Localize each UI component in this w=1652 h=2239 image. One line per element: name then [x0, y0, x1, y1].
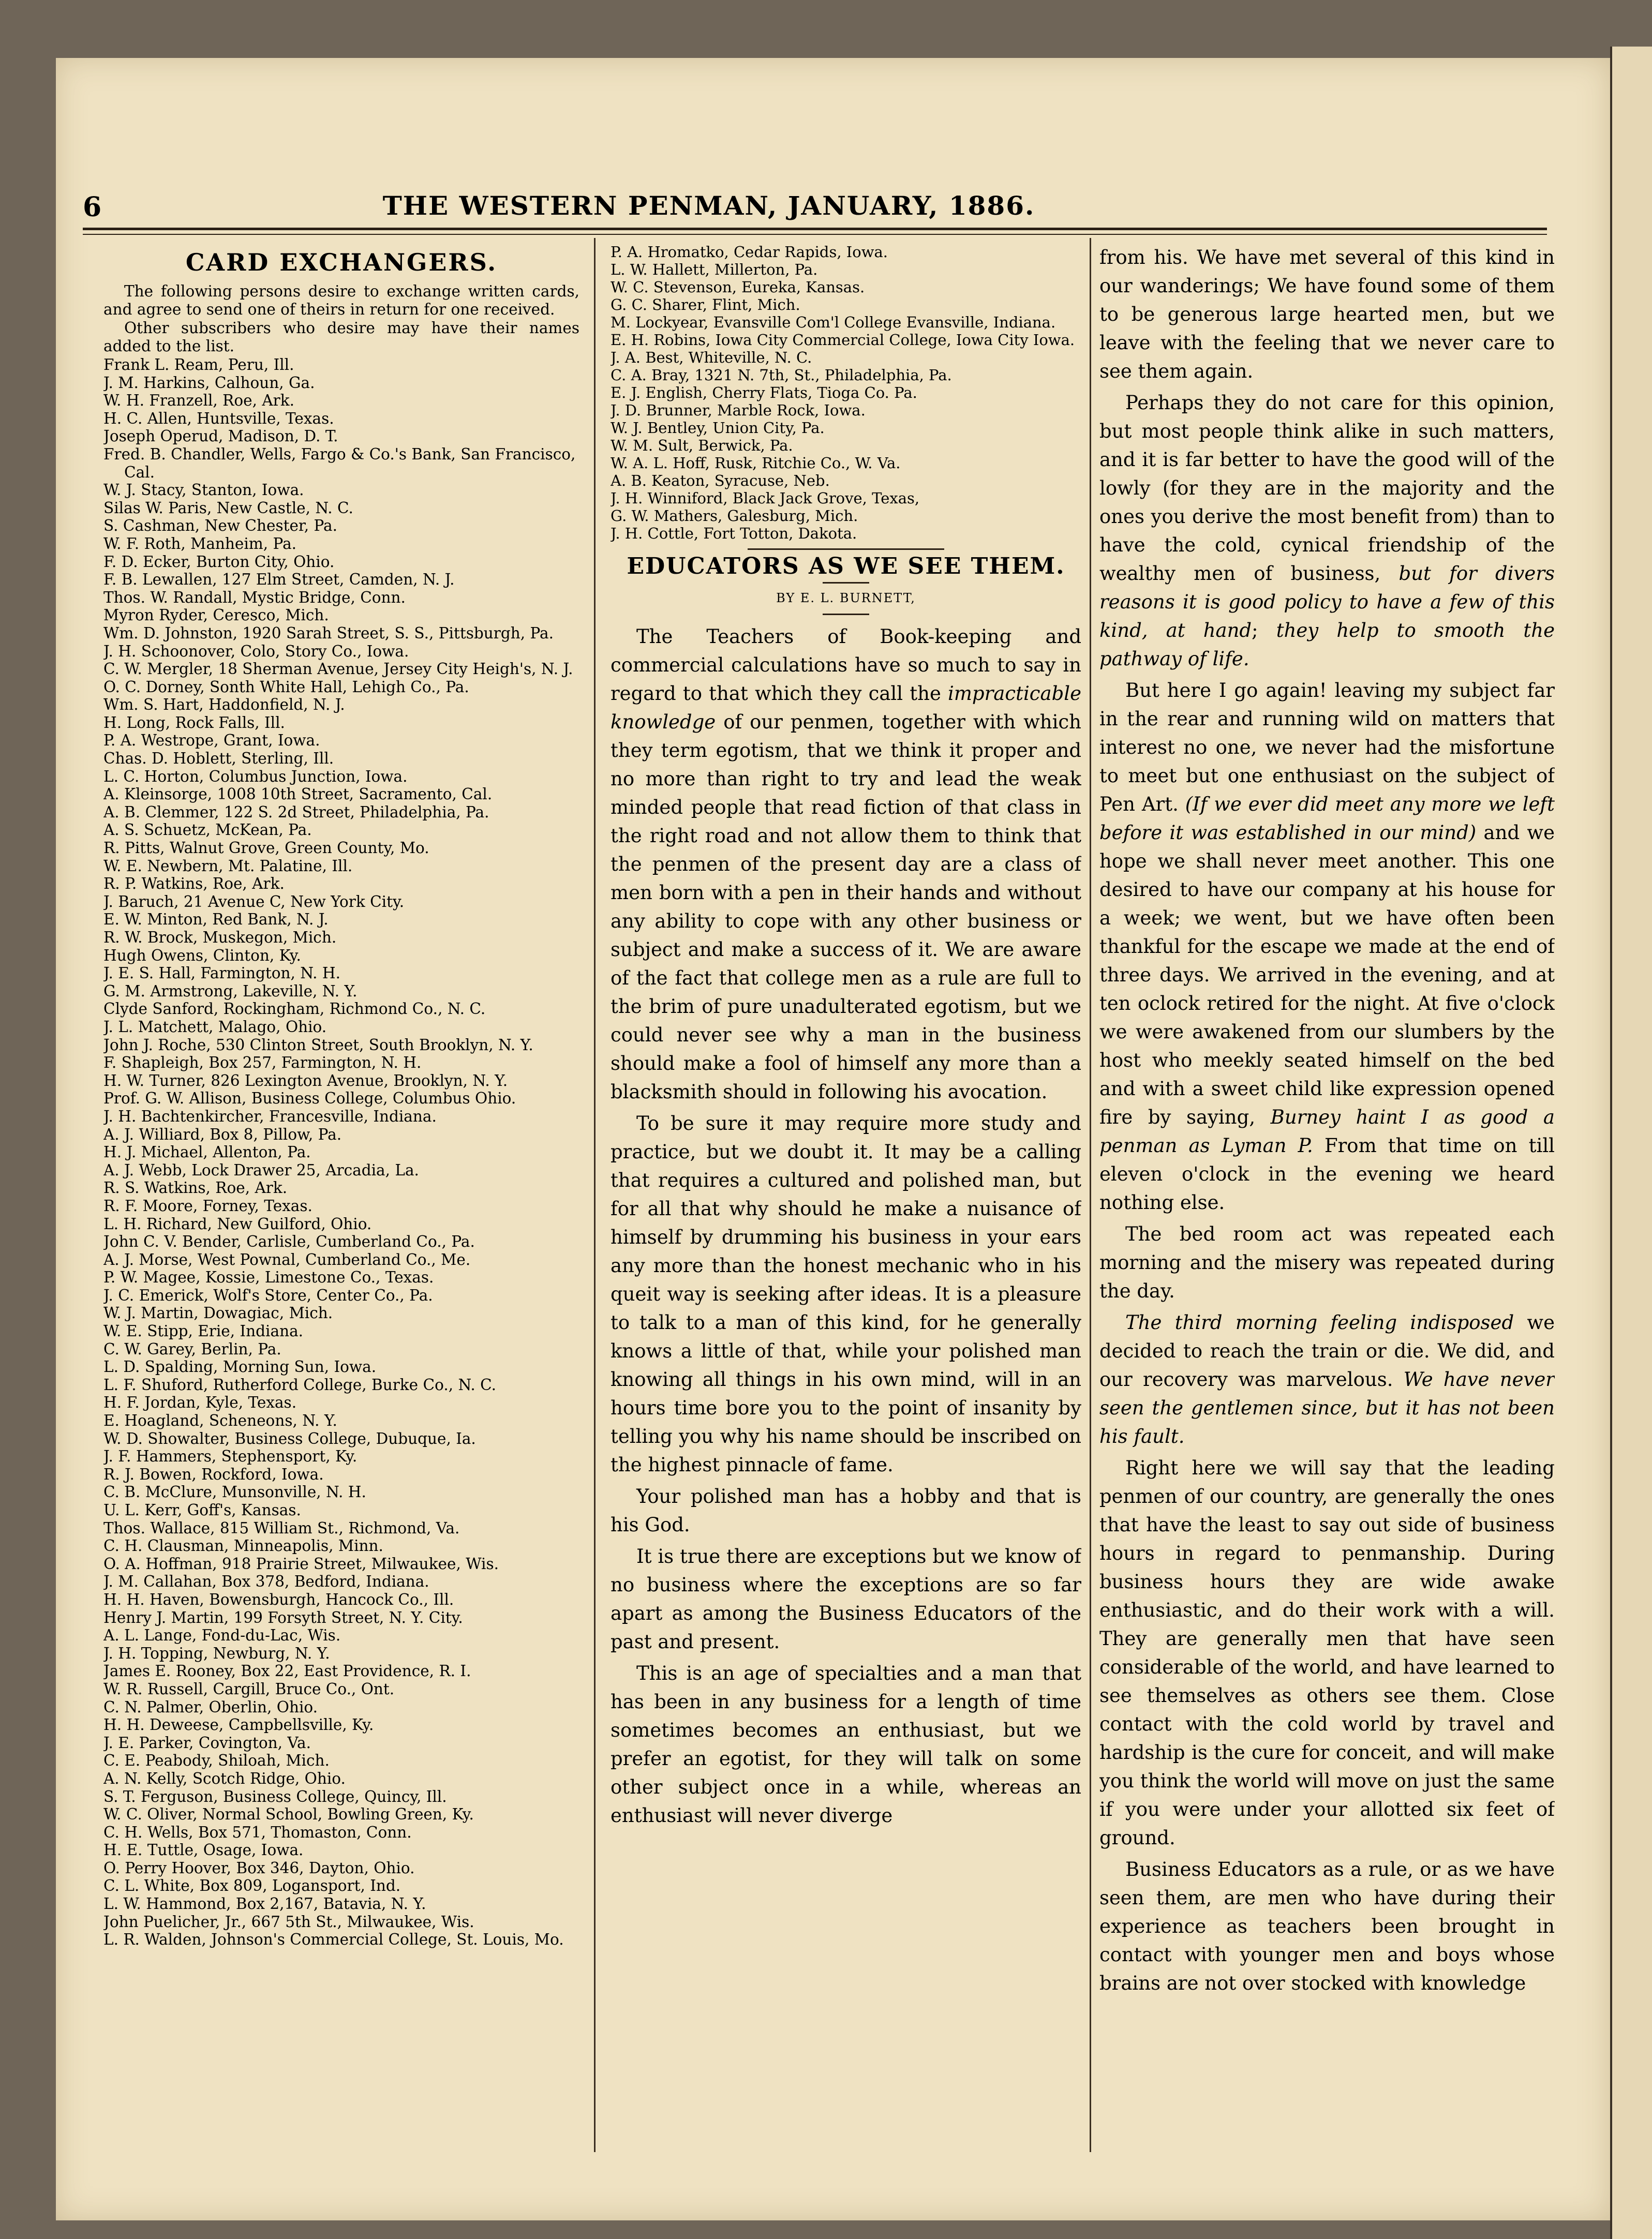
title-rule	[823, 582, 869, 584]
exchanger-entry: W. C. Stevenson, Eureka, Kansas.	[611, 278, 865, 296]
exchanger-entry: R. W. Brock, Muskegon, Mich.	[103, 929, 337, 946]
exchanger-entry: Joseph Operud, Madison, D. T.	[103, 427, 338, 445]
exchanger-entry: John C. V. Bender, Carlisle, Cumberland Co., Pa.	[103, 1233, 475, 1251]
exchanger-entry: R. J. Bowen, Rockford, Iowa.	[103, 1465, 324, 1483]
exchanger-entry: H. H. Deweese, Campbellsville, Ky.	[103, 1716, 374, 1734]
exchanger-entry: A. S. Schuetz, McKean, Pa.	[103, 821, 312, 839]
exchanger-entry: H. C. Allen, Huntsville, Texas.	[103, 409, 334, 427]
exchanger-entry: L. R. Walden, Johnson's Commercial College, St. Louis, Mo.	[103, 1931, 564, 1949]
exchanger-entry: J. C. Emerick, Wolf's Store, Center Co., Pa.	[103, 1286, 433, 1304]
exchanger-entry: F. D. Ecker, Burton City, Ohio.	[103, 553, 335, 571]
article-paragraph: Perhaps they do not care for this opinion, but most people think alike in such matters, and it is far better to have the good will of the lowly (for they are in the majority and the ones you derive the most benefit from) than to have the cold, cynical friendship of the wealthy men of business, but for divers reasons it is good policy to have a few of this kind, at hand; they help to smooth the pathway of life.	[1099, 392, 1555, 670]
exchanger-entry: Fred. B. Chandler, Wells, Fargo & Co.'s Bank, San Francisco, Cal.	[103, 445, 576, 481]
exchanger-entry: J. L. Matchett, Malago, Ohio.	[103, 1018, 327, 1036]
exchanger-entry: H. Long, Rock Falls, Ill.	[103, 713, 285, 732]
page-number: 6	[83, 191, 102, 223]
section-rule	[748, 548, 944, 550]
article-paragraph: The third morning feeling indisposed we decided to reach the train or die. We did, and our recovery was marvelous. We have never seen the gentlemen since, but it has not been his fault.	[1099, 1311, 1555, 1447]
card-exchangers-intro: The following persons desire to exchange written cards, and agree to send one of theirs in return for one received.	[103, 282, 579, 318]
exchanger-entry: A. N. Kelly, Scotch Ridge, Ohio.	[103, 1769, 346, 1787]
exchanger-entry: R. F. Moore, Forney, Texas.	[103, 1197, 312, 1215]
exchanger-entry: L. C. Horton, Columbus Junction, Iowa.	[103, 767, 408, 785]
article-title: EDUCATORS AS WE SEE THEM.	[627, 553, 1065, 579]
exchanger-entry: J. H. Schoonover, Colo, Story Co., Iowa.	[103, 642, 409, 660]
exchanger-entry: P. A. Westrope, Grant, Iowa.	[103, 732, 320, 750]
exchanger-entry: H. J. Michael, Allenton, Pa.	[103, 1143, 311, 1161]
exchanger-entry: W. A. L. Hoff, Rusk, Ritchie Co., W. Va.	[611, 454, 901, 472]
exchanger-entry: H. W. Turner, 826 Lexington Avenue, Brooklyn, N. Y.	[103, 1071, 508, 1089]
exchanger-entry: C. W. Garey, Berlin, Pa.	[103, 1340, 281, 1358]
exchanger-entry: O. C. Dorney, Sonth White Hall, Lehigh Co., Pa.	[103, 678, 469, 696]
exchanger-entry: J. Baruch, 21 Avenue C, New York City.	[103, 892, 405, 910]
exchanger-entry: J. M. Callahan, Box 378, Bedford, Indiana.	[103, 1573, 429, 1591]
exchanger-entry: Frank L. Ream, Peru, Ill.	[103, 356, 294, 374]
exchanger-entry: R. P. Watkins, Roe, Ark.	[103, 875, 285, 893]
exchanger-entry: P. A. Hromatko, Cedar Rapids, Iowa.	[611, 243, 888, 261]
exchanger-entry: W. H. Franzell, Roe, Ark.	[103, 392, 295, 410]
exchanger-entry: G. M. Armstrong, Lakeville, N. Y.	[103, 982, 358, 1000]
exchanger-entry: Thos. Wallace, 815 William St., Richmond, Va.	[103, 1519, 460, 1537]
exchanger-entry: Henry J. Martin, 199 Forsyth Street, N. Y. City.	[103, 1608, 463, 1626]
exchanger-entry: C. E. Peabody, Shiloah, Mich.	[103, 1752, 330, 1770]
exchanger-entry: C. W. Mergler, 18 Sherman Avenue, Jersey City Heigh's, N. J.	[103, 660, 573, 678]
exchanger-entry: C. N. Palmer, Oberlin, Ohio.	[103, 1698, 318, 1716]
exchanger-entry: Chas. D. Hoblett, Sterling, Ill.	[103, 750, 334, 768]
exchanger-entry: Hugh Owens, Clinton, Ky.	[103, 946, 301, 964]
exchanger-entry: W. E. Newbern, Mt. Palatine, Ill.	[103, 857, 353, 875]
exchanger-entry: W. M. Sult, Berwick, Pa.	[611, 437, 793, 454]
exchanger-entry: P. W. Magee, Kossie, Limestone Co., Texas.	[103, 1268, 434, 1287]
exchanger-entry: S. T. Ferguson, Business College, Quincy, Ill.	[103, 1787, 447, 1805]
article-body-part-1	[611, 622, 1081, 1830]
exchanger-entry: C. L. White, Box 809, Logansport, Ind.	[103, 1877, 401, 1895]
article-paragraph: Business Educators as a rule, or as we have seen them, are men who have during their experience as teachers been brought in contact with younger men and boys whose brains are not over stocked with knowledge	[1099, 1858, 1555, 1994]
exchanger-entry: F. B. Lewallen, 127 Elm Street, Camden, N. J.	[103, 571, 455, 589]
exchanger-entry: H. E. Tuttle, Osage, Iowa.	[103, 1841, 304, 1859]
exchanger-entry: Myron Ryder, Ceresco, Mich.	[103, 606, 329, 624]
exchanger-entry: J. H. Cottle, Fort Totton, Dakota.	[611, 525, 857, 542]
exchanger-entry: A. B. Keaton, Syracuse, Neb.	[611, 472, 830, 489]
exchanger-entry: L. D. Spalding, Morning Sun, Iowa.	[103, 1358, 377, 1376]
exchanger-entry: C. A. Bray, 1321 N. 7th, St., Philadelphia, Pa.	[611, 366, 952, 384]
card-exchangers-heading: CARD EXCHANGERS.	[185, 248, 498, 276]
column-divider	[594, 238, 596, 2152]
exchanger-entry: C. H. Wells, Box 571, Thomaston, Conn.	[103, 1823, 412, 1841]
column-middle	[611, 243, 1081, 2152]
exchanger-entry: Thos. W. Randall, Mystic Bridge, Conn.	[103, 588, 406, 606]
exchanger-entry: L. W. Hammond, Box 2,167, Batavia, N. Y.	[103, 1895, 426, 1913]
exchanger-entry: Prof. G. W. Allison, Business College, Columbus Ohio.	[103, 1089, 516, 1108]
header-rule-thin	[83, 234, 1547, 235]
exchanger-entry: W. R. Russell, Cargill, Bruce Co., Ont.	[103, 1680, 395, 1698]
exchanger-entry: A. B. Clemmer, 122 S. 2d Street, Philadelphia, Pa.	[103, 803, 489, 821]
exchanger-entry: A. L. Lange, Fond-du-Lac, Wis.	[103, 1626, 341, 1645]
exchanger-entry: A. J. Morse, West Pownal, Cumberland Co., Me.	[103, 1250, 471, 1268]
article-body-part-2	[1099, 243, 1555, 1997]
exchanger-entry: J. A. Best, Whiteville, N. C.	[611, 349, 812, 366]
exchanger-entry: J. D. Brunner, Marble Rock, Iowa.	[611, 401, 866, 419]
article-paragraph: Right here we will say that the leading penmen of our country, are generally the ones that have the least to say out side of business hours in regard to penmanship. During business hours they are wide awake enthusiastic, and do their work with a will. They are generally men that have seen considerable of the world, and have learned to see themselves as others see them. Close contact with the cold world by travel and hardship is the cure for conceit, and will make you think the world will move on just the same if you were under your allotted six feet of ground.	[1099, 1457, 1555, 1849]
article-paragraph: This is an age of specialties and a man that has been in any business for a length of time sometimes becomes an enthusiast, but we prefer an egotist, for they will talk on some other subject once in a while, whereas an enthusiast will never diverge	[611, 1662, 1081, 1827]
exchanger-entry: J. H. Bachtenkircher, Francesville, Indiana.	[103, 1107, 437, 1125]
exchanger-entry: F. Shapleigh, Box 257, Farmington, N. H.	[103, 1054, 422, 1072]
exchanger-entry: W. J. Martin, Dowagiac, Mich.	[103, 1304, 333, 1322]
column-right	[1099, 243, 1555, 2152]
exchanger-entry: E. H. Robins, Iowa City Commercial College, Iowa City Iowa.	[611, 331, 1075, 349]
exchanger-entry: Clyde Sanford, Rockingham, Richmond Co., N. C.	[103, 1000, 486, 1018]
article-paragraph: To be sure it may require more study and practice, but we doubt it. It may be a calling that requires a cultured and polished man, but for all that why should he make a nuisance of himself by drumming his business in your ears any more than the honest mechanic who in his queit way is seeking after ideas. It is a pleasure to talk to a man of this kind, for he generally knows a little of that, while your polished man knowing all things in his own mind, will in an hours time bore you to the point of insanity by telling you why his name should be inscribed on the highest pinnacle of fame.	[611, 1112, 1081, 1476]
exchanger-entry: A. J. Webb, Lock Drawer 25, Arcadia, La.	[103, 1161, 419, 1179]
exchanger-entry: L. W. Hallett, Millerton, Pa.	[611, 261, 818, 278]
exchanger-entry: L. F. Shuford, Rutherford College, Burke Co., N. C.	[103, 1376, 497, 1394]
exchanger-entry: W. J. Bentley, Union City, Pa.	[611, 419, 825, 437]
exchanger-entry: H. F. Jordan, Kyle, Texas.	[103, 1394, 297, 1412]
exchanger-entry: S. Cashman, New Chester, Pa.	[103, 517, 338, 535]
exchanger-entry: Wm. D. Johnston, 1920 Sarah Street, S. S., Pittsburgh, Pa.	[103, 624, 554, 642]
exchanger-entry: C. B. McClure, Munsonville, N. H.	[103, 1483, 366, 1501]
exchanger-entry: J. E. Parker, Covington, Va.	[103, 1734, 311, 1752]
column-card-exchangers	[103, 243, 579, 2157]
exchanger-entry: R. Pitts, Walnut Grove, Green County, Mo.	[103, 839, 429, 857]
exchanger-entry: W. F. Roth, Manheim, Pa.	[103, 534, 297, 553]
exchanger-entry: G. W. Mathers, Galesburg, Mich.	[611, 507, 858, 525]
exchanger-entry: U. L. Kerr, Goff's, Kansas.	[103, 1501, 301, 1519]
adjacent-page-edge	[1610, 47, 1652, 2239]
exchanger-entry: W. D. Showalter, Business College, Dubuque, Ia.	[103, 1429, 476, 1447]
article-paragraph: It is true there are exceptions but we know of no business where the exceptions are so far apart as among the Business Educators of the past and present.	[611, 1545, 1081, 1653]
exchanger-entry: C. H. Clausman, Minneapolis, Minn.	[103, 1537, 383, 1555]
header-rule	[83, 228, 1547, 230]
exchanger-list	[103, 356, 579, 1949]
running-title: THE WESTERN PENMAN, JANUARY, 1886.	[382, 190, 1035, 221]
exchanger-entry: L. H. Richard, New Guilford, Ohio.	[103, 1215, 372, 1233]
exchanger-entry: W. C. Oliver, Normal School, Bowling Green, Ky.	[103, 1805, 474, 1824]
exchanger-entry: O. A. Hoffman, 918 Prairie Street, Milwaukee, Wis.	[103, 1555, 499, 1573]
article-paragraph: The bed room act was repeated each morning and the misery was repeated during the day.	[1099, 1223, 1555, 1302]
exchanger-entry: J. H. Winniford, Black Jack Grove, Texas,	[611, 489, 920, 507]
exchanger-entry: J. E. S. Hall, Farmington, N. H.	[103, 964, 341, 982]
card-exchangers-note: Other subscribers who desire may have their names added to the list.	[103, 319, 579, 355]
article-paragraph: Your polished man has a hobby and that is his God.	[611, 1485, 1081, 1536]
article-paragraph: from his. We have met several of this kind in our wanderings; We have found some of them to be generous large hearted men, but we leave with the feeling that we never care to see them again.	[1099, 246, 1555, 382]
exchanger-entry: J. H. Topping, Newburg, N. Y.	[103, 1644, 330, 1662]
exchanger-entry: John Puelicher, Jr., 667 5th St., Milwaukee, Wis.	[103, 1913, 474, 1931]
exchanger-entry: M. Lockyear, Evansville Com'l College Evansville, Indiana.	[611, 314, 1056, 331]
exchanger-entry: Wm. S. Hart, Haddonfield, N. J.	[103, 696, 345, 714]
exchanger-entry: W. J. Stacy, Stanton, Iowa.	[103, 481, 304, 499]
exchanger-entry: A. J. Williard, Box 8, Pillow, Pa.	[103, 1125, 342, 1143]
article-paragraph: The Teachers of Book-keeping and commercial calculations have so much to say in regard to that which they call the impracticable knowledge of our penmen, together with which they term egotism, that we think it proper and no more than right to try and lead the weak minded people that read fiction of that class in the right road and not allow them to think that the penmen of the present day are a class of men born with a pen in their hands and without any ability to cope with any other business or subject and make a success of it. We are aware of the fact that college men as a rule are full to the brim of pure unadulterated egotism, but we could never see why a man in the business should make a fool of himself any more than a blacksmith should in following his avocation.	[611, 625, 1081, 1103]
column-divider	[1090, 238, 1091, 2152]
exchanger-list-continued	[611, 243, 1081, 542]
exchanger-entry: J. M. Harkins, Calhoun, Ga.	[103, 374, 315, 392]
exchanger-entry: W. E. Stipp, Erie, Indiana.	[103, 1322, 304, 1340]
exchanger-entry: E. Hoagland, Scheneons, N. Y.	[103, 1412, 337, 1430]
article-paragraph: But here I go again! leaving my subject far in the rear and running wild on matters that interest no one, we never had the misfortune to meet but one enthusiast on the subject of Pen Art. (If we ever did meet any more we left before it was established in our mind) and we hope we shall never meet another. This one desired to have our company at his house for a week; we went, but we have often been thankful for the escape we made at the end of three days. We arrived in the evening, and at ten oclock retired for the night. At five o'clock we were awakened from our slumbers by the host who meekly seated himself on the bed and with a sweet child like expression opened fire by saying, Burney haint I as good a penman as Lyman P. From that time on till eleven o'clock in the evening we heard nothing else.	[1099, 679, 1555, 1214]
exchanger-entry: J. F. Hammers, Stephensport, Ky.	[103, 1447, 358, 1466]
exchanger-entry: R. S. Watkins, Roe, Ark.	[103, 1179, 288, 1197]
article-byline: BY E. L. BURNETT,	[776, 591, 916, 605]
exchanger-entry: A. Kleinsorge, 1008 10th Street, Sacramento, Cal.	[103, 785, 493, 803]
exchanger-entry: E. W. Minton, Red Bank, N. J.	[103, 910, 329, 929]
byline-rule	[823, 614, 869, 615]
exchanger-entry: E. J. English, Cherry Flats, Tioga Co. Pa.	[611, 384, 917, 401]
exchanger-entry: Silas W. Paris, New Castle, N. C.	[103, 499, 353, 517]
exchanger-entry: John J. Roche, 530 Clinton Street, South Brooklyn, N. Y.	[103, 1036, 533, 1054]
exchanger-entry: G. C. Sharer, Flint, Mich.	[611, 296, 800, 314]
exchanger-entry: H. H. Haven, Bowensburgh, Hancock Co., Ill.	[103, 1590, 454, 1608]
exchanger-entry: James E. Rooney, Box 22, East Providence, R. I.	[103, 1662, 471, 1680]
exchanger-entry: O. Perry Hoover, Box 346, Dayton, Ohio.	[103, 1859, 415, 1877]
